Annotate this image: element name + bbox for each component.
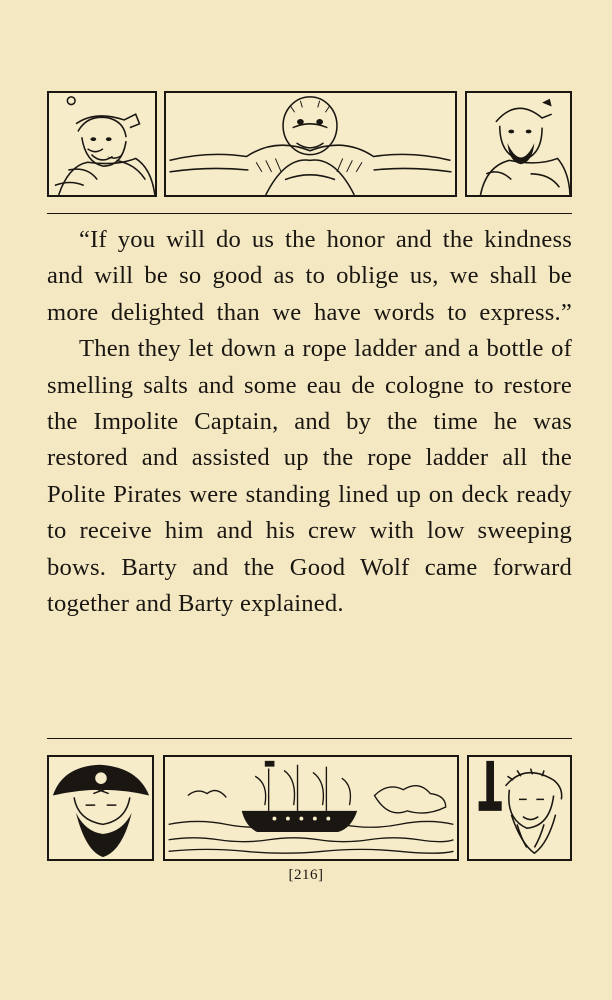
bottom-illustration-strip <box>47 755 572 861</box>
pistol-pirate-illustration <box>467 755 572 861</box>
pirate-bandana-drawing <box>49 93 155 195</box>
pirate-ship-drawing <box>165 757 457 859</box>
skull-hat-pirate-drawing <box>49 757 152 859</box>
bearded-pirate-drawing <box>467 93 570 195</box>
monkey-illustration <box>164 91 457 197</box>
skull-hat-pirate-illustration <box>47 755 154 861</box>
top-illustration-strip <box>47 91 572 197</box>
bearded-pirate-illustration <box>465 91 572 197</box>
monkey-drawing <box>166 93 455 195</box>
paragraph-1: “If you will do us the honor and the kindness and will be so good as to oblige us, we shall be more delighted than we have words to express.” <box>47 226 572 326</box>
page-number: [216] <box>288 867 324 883</box>
bottom-divider-rule <box>47 738 572 739</box>
pistol-pirate-drawing <box>469 757 570 859</box>
pirate-bandana-illustration <box>47 91 157 197</box>
pirate-ship-illustration <box>163 755 459 861</box>
body-text <box>47 222 572 622</box>
top-divider-rule <box>47 213 572 214</box>
paragraph-2: Then they let down a rope ladder and a bottle of smelling salts and some eau de cologne to restore the Impolite Captain, and by the time he was restored and assisted up the rope ladder all the Polite Pirates were standing lined up on deck ready to receive him and his crew with low sweeping bows. Barty and the Good Wolf came forward together and Barty explained. <box>47 335 572 618</box>
